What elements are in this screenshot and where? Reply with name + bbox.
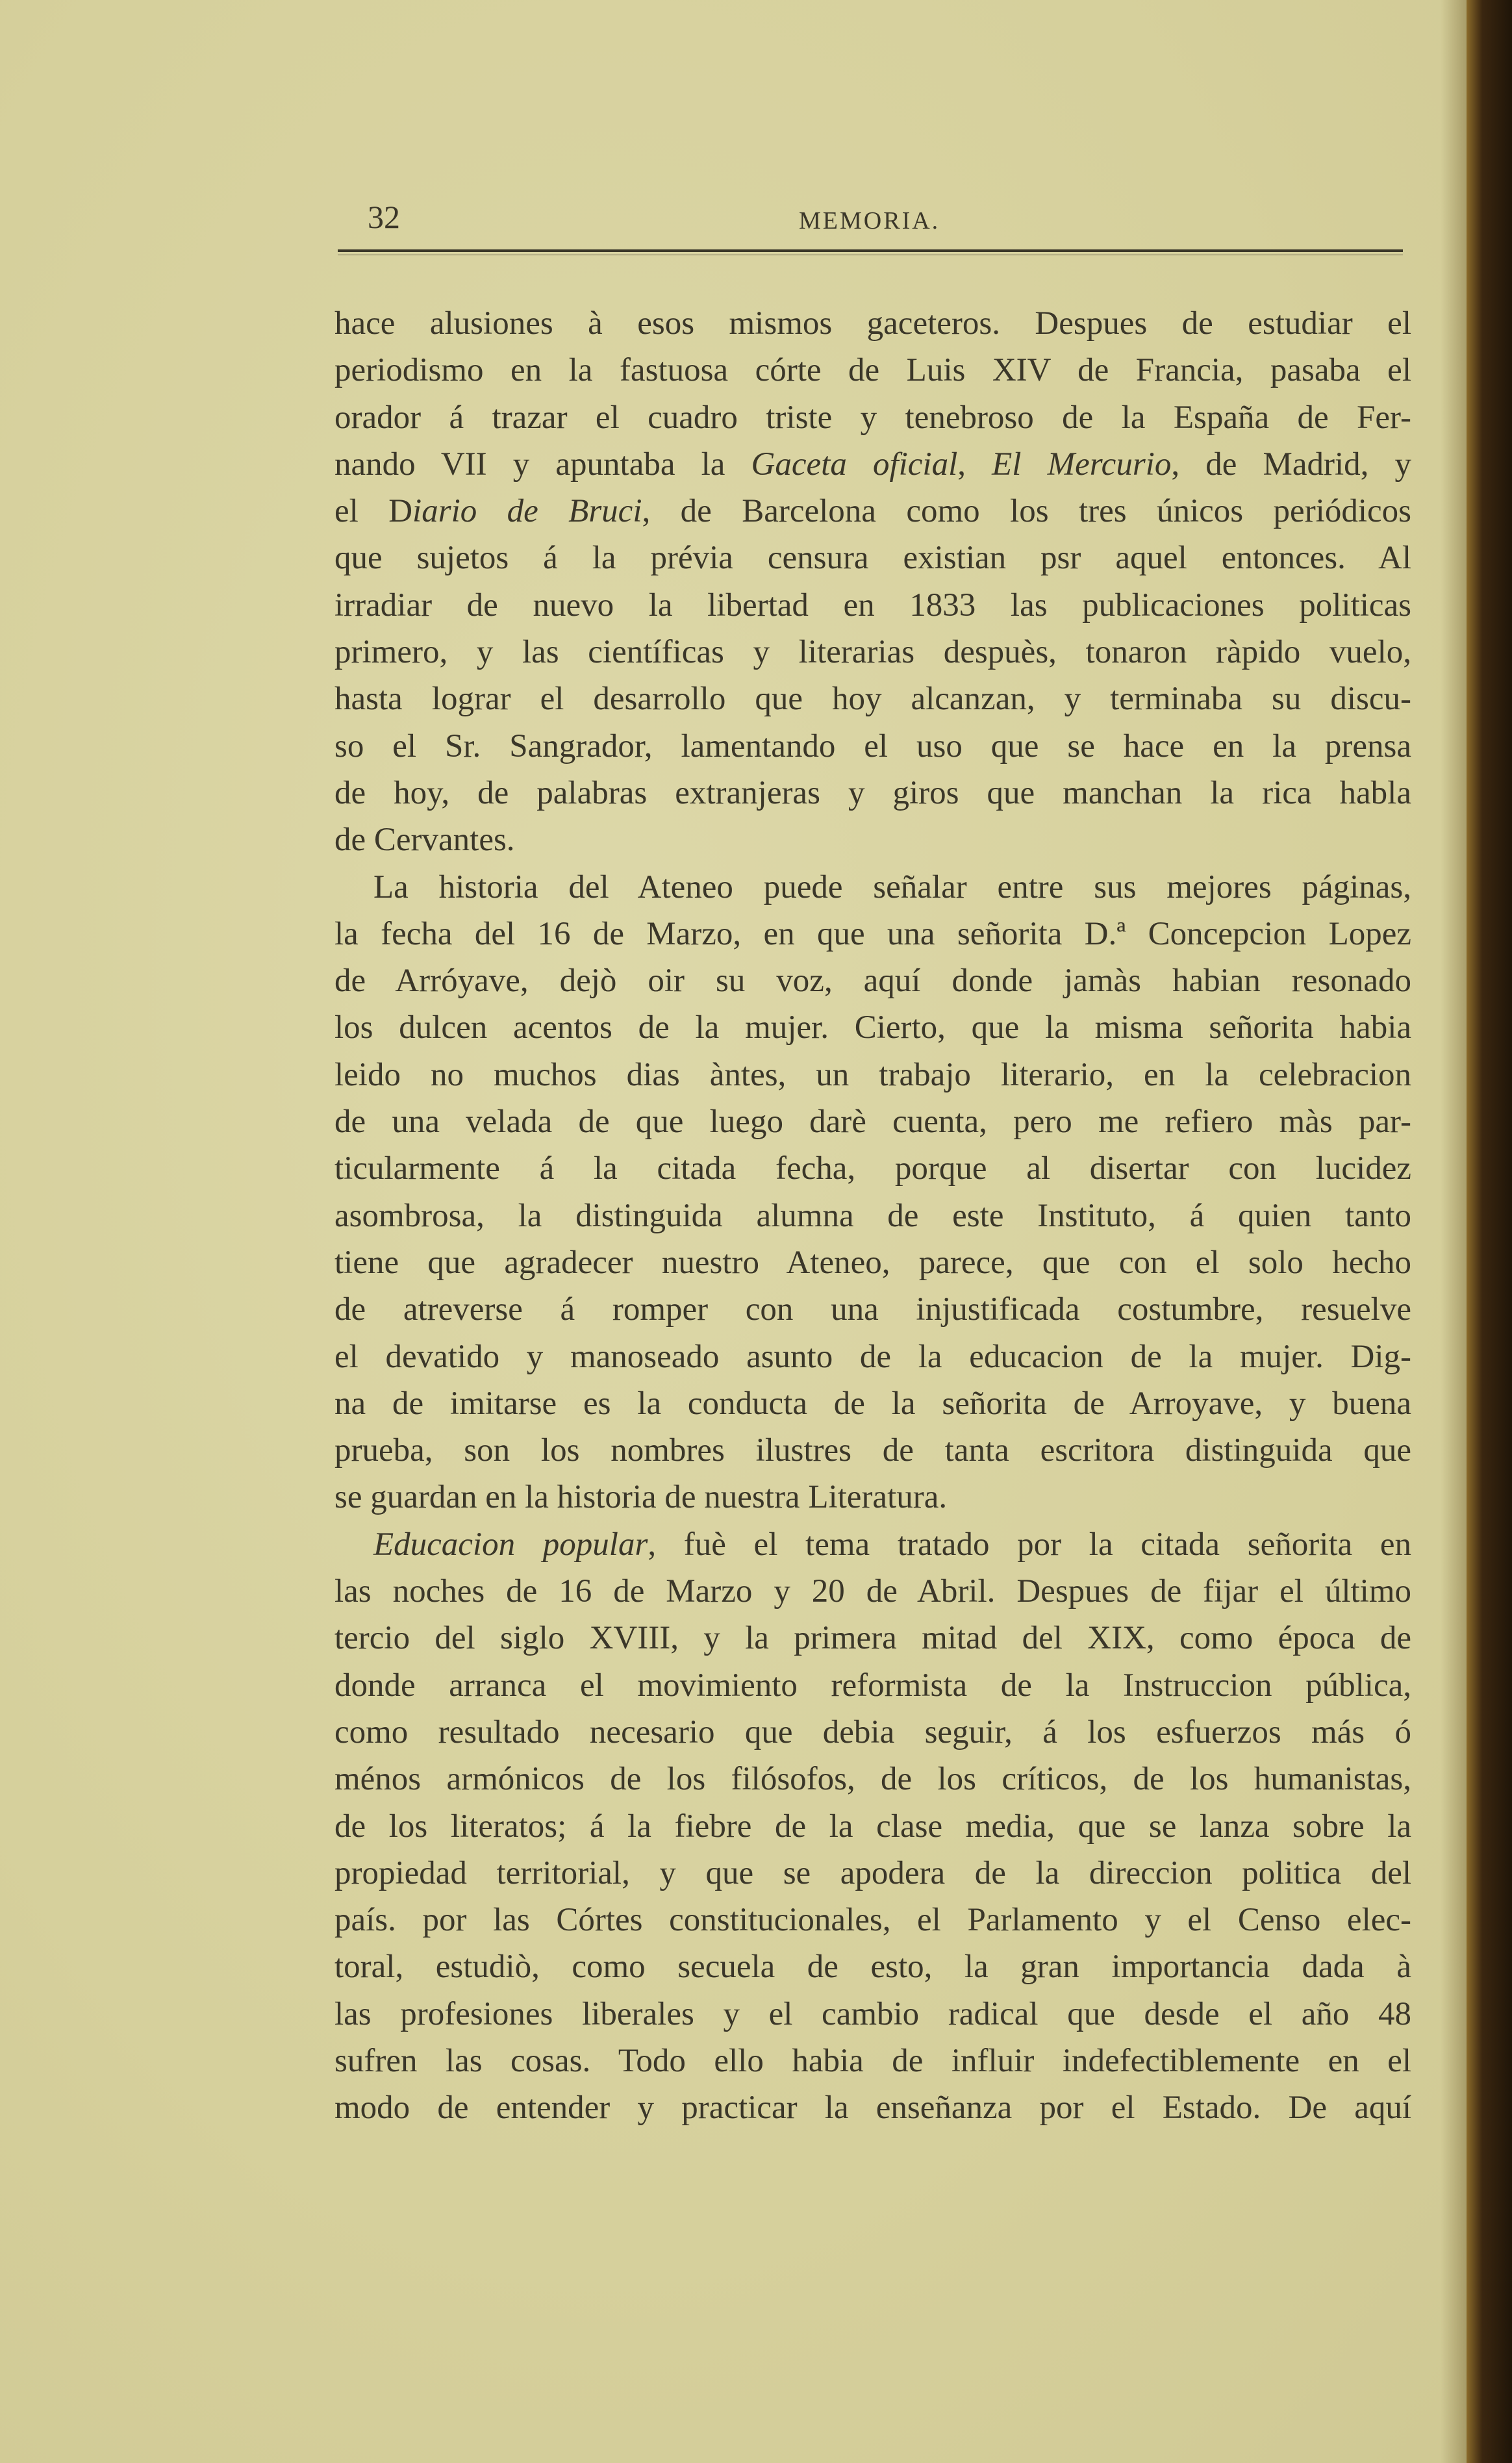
header-rule	[338, 249, 1403, 252]
text-line	[334, 1991, 1411, 2038]
text-segment: hasta lograr el desarrollo que hoy alcanzan, y terminaba su discu-	[334, 681, 1411, 718]
text-segment: se guardan en la historia de nuestra Literatura.	[334, 1479, 948, 1516]
text-line	[334, 1004, 1411, 1051]
text-line	[334, 441, 1411, 488]
text-line	[334, 1239, 1411, 1286]
text-line	[334, 1380, 1411, 1427]
text-line	[334, 1193, 1411, 1239]
italic-title: Educacion popular	[373, 1526, 648, 1563]
text-segment: , de Madrid, y	[1171, 446, 1411, 483]
text-segment: ticularmente á la citada fecha, porque al disertar con lucidez	[334, 1150, 1411, 1187]
text-line	[334, 1286, 1411, 1333]
text-segment: la fecha del 16 de Marzo, en que una señorita D.ª Concepcion Lopez	[334, 915, 1411, 952]
text-segment: toral, estudiò, como secuela de esto, la gran importancia dada à	[334, 1949, 1411, 1986]
text-line	[334, 1709, 1411, 1756]
text-segment: el D	[334, 493, 413, 530]
text-segment: de los literatos; á la fiebre de la clase media, que se lanza sobre la	[334, 1808, 1411, 1845]
text-line	[334, 1897, 1411, 1943]
text-segment: so el Sr. Sangrador, lamentando el uso que se hace en la prensa	[334, 727, 1411, 764]
italic-title: Gaceta oficial	[751, 446, 958, 483]
page-edge-shadow	[1441, 0, 1467, 2463]
text-segment: primero, y las científicas y literarias despuès, tonaron ràpido vuelo,	[334, 634, 1411, 671]
text-line	[334, 1098, 1411, 1145]
text-line	[334, 676, 1411, 722]
text-line	[334, 1803, 1411, 1850]
text-segment: propiedad territorial, y que se apodera de la direccion politica del	[334, 1854, 1411, 1891]
text-line	[334, 1850, 1411, 1897]
text-segment: las profesiones liberales y el cambio radical que desde el año 48	[334, 1995, 1411, 2032]
text-line	[334, 347, 1411, 394]
text-segment: como resultado necesario que debia seguir, á los esfuerzos más ó	[334, 1713, 1411, 1750]
text-line	[334, 864, 1411, 911]
text-line	[334, 535, 1411, 581]
text-line	[334, 816, 1411, 863]
text-line	[334, 1662, 1411, 1709]
text-line	[334, 723, 1411, 770]
book-binding	[1467, 0, 1512, 2463]
body-text	[334, 300, 1411, 2132]
text-segment: tiene que agradecer nuestro Ateneo, parece, que con el solo hecho	[334, 1244, 1411, 1281]
text-segment: leido no muchos dias àntes, un trabajo literario, en la celebracion	[334, 1056, 1411, 1093]
text-line	[334, 2038, 1411, 2084]
text-segment: asombrosa, la distinguida alumna de este Instituto, á quien tanto	[334, 1197, 1411, 1234]
text-segment: donde arranca el movimiento reformista de la Instruccion pública,	[334, 1667, 1411, 1704]
text-segment: el devatido y manoseado asunto de la educacion de la mujer. Dig-	[334, 1338, 1411, 1375]
text-segment: que sujetos á la prévia censura existian psr aquel entonces. Al	[334, 540, 1411, 577]
text-segment: país. por las Córtes constitucionales, el Parlamento y el Censo elec-	[334, 1902, 1411, 1939]
text-segment: de Arróyave, dejò oir su voz, aquí donde jamàs habian resonado	[334, 963, 1411, 1000]
text-line	[334, 1521, 1411, 1568]
text-line	[334, 1052, 1411, 1098]
text-segment: prueba, son los nombres ilustres de tanta escritora distinguida que	[334, 1432, 1411, 1469]
italic-title: El Mercurio	[992, 446, 1172, 483]
text-segment: de Cervantes.	[334, 822, 515, 859]
text-line	[334, 1943, 1411, 1990]
text-segment: , de Barcelona como los tres únicos periódicos	[642, 493, 1411, 530]
text-segment: hace alusiones à esos mismos gaceteros. Despues de estudiar el	[334, 305, 1411, 342]
text-line	[334, 1474, 1411, 1521]
text-segment: los dulcen acentos de la mujer. Cierto, que la misma señorita habia	[334, 1009, 1411, 1046]
page-number: 32	[368, 199, 400, 235]
text-segment: de hoy, de palabras extranjeras y giros que manchan la rica habla	[334, 774, 1411, 811]
italic-title: iario de Bruci	[412, 493, 642, 530]
text-line	[334, 629, 1411, 676]
text-line	[334, 2084, 1411, 2131]
text-line	[334, 1427, 1411, 1474]
text-segment: ,	[957, 446, 992, 483]
text-line	[334, 300, 1411, 347]
text-line	[334, 911, 1411, 957]
text-segment: sufren las cosas. Todo ello habia de influir indefectiblemente en el	[334, 2042, 1411, 2079]
text-line	[334, 1615, 1411, 1661]
text-segment: modo de entender y practicar la enseñanza por el Estado. De aquí	[334, 2090, 1411, 2127]
text-segment: orador á trazar el cuadro triste y tenebroso de la España de Fer-	[334, 399, 1411, 436]
text-line	[334, 1756, 1411, 1802]
text-segment: nando VII y apuntaba la	[334, 446, 751, 483]
text-segment: de atreverse á romper con una injustificada costumbre, resuelve	[334, 1291, 1411, 1328]
text-segment: periodismo en la fastuosa córte de Luis XIV de Francia, pasaba el	[334, 352, 1411, 389]
text-line	[334, 770, 1411, 816]
text-segment: irradiar de nuevo la libertad en 1833 las publicaciones politicas	[334, 587, 1411, 624]
text-line	[334, 582, 1411, 629]
text-segment: ménos armónicos de los filósofos, de los críticos, de los humanistas,	[334, 1761, 1411, 1798]
text-segment: las noches de 16 de Marzo y 20 de Abril. Despues de fijar el último	[334, 1573, 1411, 1610]
text-segment: tercio del siglo XVIII, y la primera mitad del XIX, como época de	[334, 1620, 1411, 1657]
running-head: MEMORIA.	[799, 207, 940, 234]
text-line	[334, 957, 1411, 1004]
text-segment: , fuè el tema tratado por la citada señorita en	[648, 1526, 1411, 1563]
text-line	[334, 488, 1411, 535]
text-line	[334, 1145, 1411, 1192]
text-line	[334, 1333, 1411, 1380]
text-segment: La historia del Ateneo puede señalar entre sus mejores páginas,	[373, 868, 1411, 905]
text-segment: na de imitarse es la conducta de la señorita de Arroyave, y buena	[334, 1385, 1411, 1422]
text-segment: de una velada de que luego darè cuenta, pero me refiero màs par-	[334, 1104, 1411, 1141]
text-line	[334, 1568, 1411, 1615]
text-line	[334, 394, 1411, 441]
